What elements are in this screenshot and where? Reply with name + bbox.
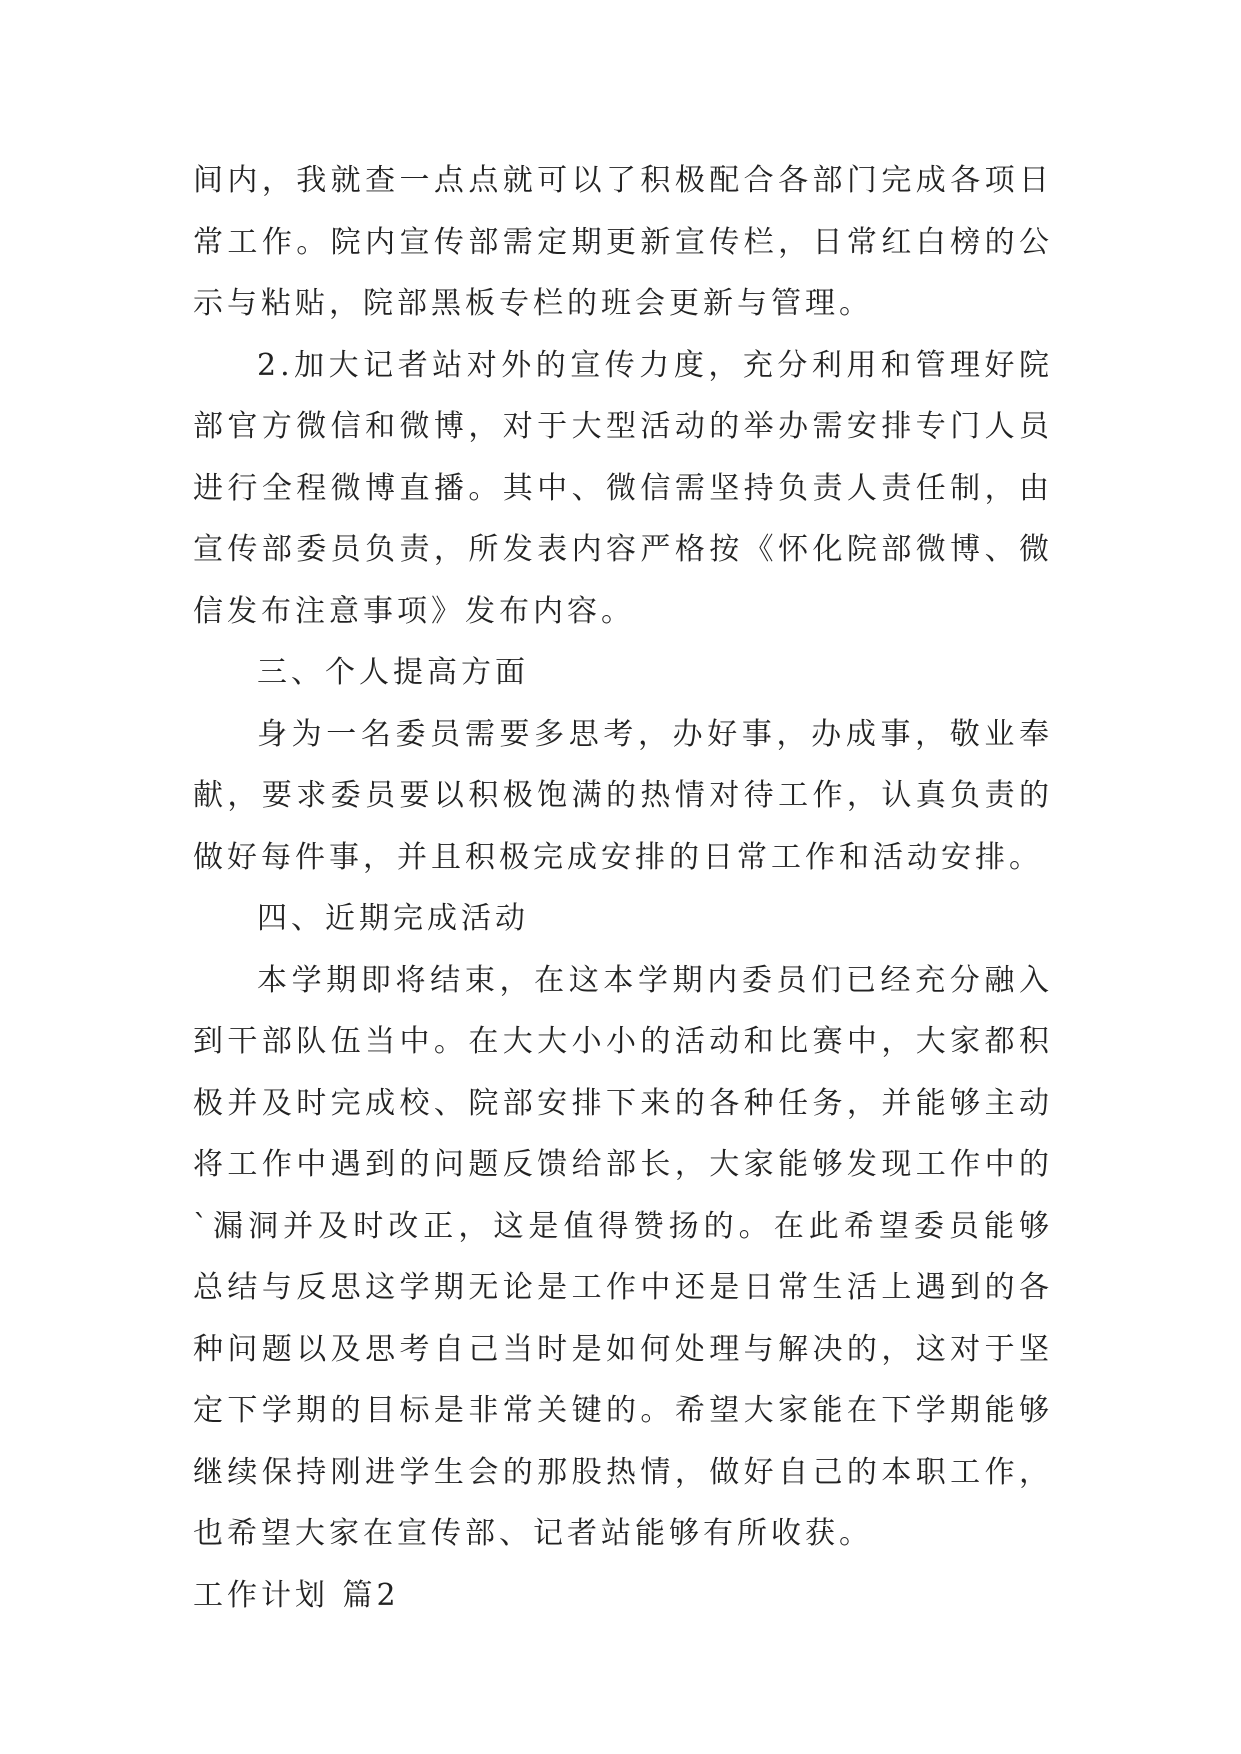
paragraph-personal-improvement: 身为一名委员需要多思考，办好事，办成事，敬业奉献，要求委员要以积极饱满的热情对待工作，认真负责的做好每件事，并且积极完成安排的日常工作和活动安排。 <box>193 716 1053 875</box>
document-page <box>193 150 1053 1626</box>
paragraph-continuation: 间内，我就查一点点就可以了积极配合各部门完成各项日常工作。院内宣传部需定期更新宣传栏，日常红白榜的公示与粘贴，院部黑板专栏的班会更新与管理。 <box>193 163 1053 321</box>
section-title: 工作计划 篇2 <box>193 1577 400 1613</box>
paragraph-recent-activities: 本学期即将结束，在这本学期内委员们已经充分融入到干部队伍当中。在大大小小的活动和比赛中，大家都积极并及时完成校、院部安排下来的各种任务，并能够主动将工作中遇到的问题反馈给部长，大家能够发现工作中的`漏洞并及时改正，这是值得赞扬的。在此希望委员能够总结与反思这学期无论是工作中还是日常生活上遇到的各种问题以及思考自己当时是如何处理与解决的，这对于坚定下学期的目标是非常关键的。希望大家能在下学期能够继续保持刚进学生会的那股热情，做好自己的本职工作，也希望大家在宣传部、记者站能够有所收获。 <box>193 962 1053 1551</box>
paragraph-wechat-weibo: 2.加大记者站对外的宣传力度，充分利用和管理好院部官方微信和微博，对于大型活动的举办需安排专门人员进行全程微博直播。其中、微信需坚持负责人责任制，由宣传部委员负责，所发表内容严格按《怀化院部微博、微信发布注意事项》发布内容。 <box>193 347 1053 629</box>
heading-recent-activities: 四、近期完成活动 <box>257 901 529 936</box>
heading-personal-improvement: 三、个人提高方面 <box>257 655 529 690</box>
